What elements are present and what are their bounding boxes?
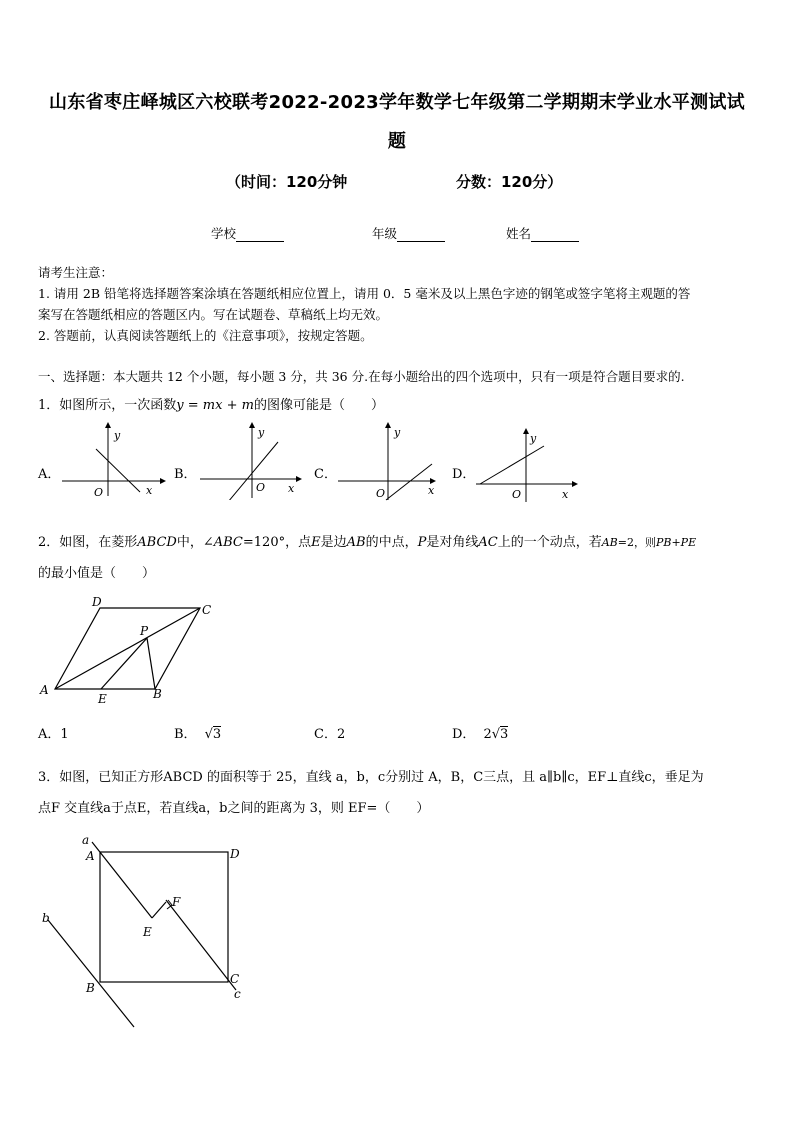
label-line-a: a (82, 833, 90, 847)
label-d: D (92, 595, 102, 609)
q2-var: AC (478, 535, 498, 550)
diagonal-ac (55, 608, 200, 689)
q1-option-b: B． (174, 467, 197, 482)
x-axis-arrow (572, 481, 578, 487)
school-blank (236, 229, 284, 242)
name-field (506, 224, 579, 242)
label-c: C (230, 972, 240, 986)
page-title-line2: 题 (387, 131, 407, 152)
line-c (166, 900, 236, 990)
section1-heading: 一、选择题：本大题共 12 个小题，每小题 3 分，共 36 分.在每小题给出的四个选项中，只有一项是符合题目要求的. (38, 369, 685, 384)
q3-stem-line2: 点F 交直线a于点E，若直线a，b之间的距离为 3，则 EF=（ ） (38, 801, 430, 816)
function-line (480, 446, 544, 484)
q3-square-figure (36, 830, 266, 1030)
grade-label: 年级 (372, 226, 398, 241)
q2-text: 2．如图，在菱形 (38, 535, 138, 550)
school-field (211, 224, 284, 242)
segment-ef (152, 902, 166, 918)
origin-label: O (512, 488, 522, 501)
label-p: P (140, 624, 149, 638)
q2-var: AB (601, 536, 618, 549)
time-label: （时间：120分钟 (226, 173, 348, 191)
label-b: B (86, 981, 95, 995)
q1-graph-c (336, 420, 446, 502)
q3-stem-line1: 3．如图，已知正方形ABCD 的面积等于 25，直线 a，b，c分别过 A，B，C三点，且 a∥b∥c，EF⊥直线c，垂足为 (38, 770, 704, 785)
label-a: A (40, 683, 49, 697)
y-label: y (394, 426, 401, 439)
q1-option-a: A． (38, 467, 61, 482)
q2-option-b (174, 723, 221, 742)
label-line-b: b (42, 911, 50, 925)
label-e: E (143, 925, 152, 939)
sqrt-sign: √ (491, 727, 501, 742)
q2-var: P (417, 535, 427, 550)
y-label: y (530, 432, 537, 445)
q1-graph-a (60, 420, 170, 500)
sqrt-coefficient: 2 (483, 727, 492, 742)
line-b (48, 920, 134, 1027)
q2-text: 是对角线 (426, 535, 479, 550)
score-label: 分数：120分） (456, 173, 563, 191)
q1-option-d: D． (452, 467, 476, 482)
sqrt-sign: √ (204, 727, 213, 742)
q2-stem-line2: 的最小值是（ ） (38, 566, 156, 581)
q2-var: AB (346, 535, 366, 550)
x-axis-arrow (296, 476, 302, 482)
notice-item2: 2. 答题前，认真阅读答题纸上的《注意事项》，按规定答题。 (38, 328, 373, 343)
q2-text: 是边 (320, 535, 347, 550)
q2-var: PB+PE (655, 536, 697, 549)
y-axis-arrow (523, 428, 529, 434)
q2-stem-line1 (38, 531, 696, 550)
q2-option-b-label: B． (174, 727, 197, 742)
origin-label: O (376, 487, 386, 500)
q2-var: ∠ABC (202, 535, 243, 550)
name-label: 姓名 (506, 226, 532, 241)
sqrt-radicand: 3 (212, 727, 222, 742)
y-axis-arrow (385, 422, 391, 428)
grade-blank (397, 229, 445, 242)
origin-label: O (94, 486, 104, 499)
q2-var: ABCD (137, 535, 177, 550)
label-f: F (172, 895, 181, 909)
label-e: E (98, 692, 107, 706)
line-a (92, 842, 152, 918)
notice-item1-line1: 1. 请用 2B 铅笔将选择题答案涂填在答题纸相应位置上，请用 0．5 毫米及以上黑色字迹的钢笔或签字笔将主观题的答 (38, 286, 691, 301)
y-label: y (114, 429, 121, 442)
q2-option-c: C．2 (314, 727, 346, 742)
y-axis-arrow (105, 422, 111, 428)
label-a: A (86, 849, 95, 863)
segment-pb (147, 638, 155, 689)
q2-text: =120°，点 (242, 535, 312, 550)
school-label: 学校 (211, 226, 237, 241)
q2-option-a: A．1 (38, 727, 69, 742)
origin-label: O (256, 481, 266, 494)
q1-graph-d (474, 426, 584, 506)
q2-text: 中， (176, 535, 203, 550)
page-title-line1: 山东省枣庄峄城区六校联考2022-2023学年数学七年级第二学期期末学业水平测试试 (49, 92, 745, 113)
q2-text: 上的一个动点，若 (497, 535, 602, 550)
x-label: x (146, 484, 153, 497)
x-label: x (562, 488, 569, 501)
label-b: B (153, 687, 162, 701)
segment-pe (101, 638, 147, 689)
notice-heading: 请考生注意： (38, 265, 114, 280)
x-axis-arrow (160, 478, 166, 484)
x-label: x (288, 482, 295, 495)
q2-text: =2，则 (617, 536, 656, 549)
function-line (386, 464, 432, 500)
q2-rhombus-figure (36, 594, 226, 708)
q1-prefix: 1．如图所示，一次函数 (38, 398, 177, 413)
notice-item1-line2: 案写在答题纸相应的答题区内。写在试题卷、草稿纸上均无效。 (38, 307, 389, 322)
q1-suffix: 的图像可能是（ ） (253, 398, 384, 413)
y-label: y (258, 426, 265, 439)
q2-option-d-label: D． (452, 727, 476, 742)
q2-var: E (311, 535, 321, 550)
q1-formula: y = mx + m (176, 398, 254, 413)
y-axis-arrow (249, 422, 255, 428)
sqrt-radicand: 3 (500, 727, 509, 742)
square-abcd (100, 852, 228, 982)
name-blank (531, 229, 579, 242)
q1-option-c: C． (314, 467, 337, 482)
q1-stem (38, 394, 384, 413)
q2-option-d (452, 723, 508, 742)
label-line-c: c (234, 987, 241, 1001)
function-line (228, 442, 278, 500)
q1-graph-b (198, 420, 308, 500)
grade-field (372, 224, 445, 242)
x-label: x (428, 484, 435, 497)
label-c: C (202, 603, 212, 617)
q2-text: 的中点， (365, 535, 418, 550)
label-d: D (230, 847, 240, 861)
